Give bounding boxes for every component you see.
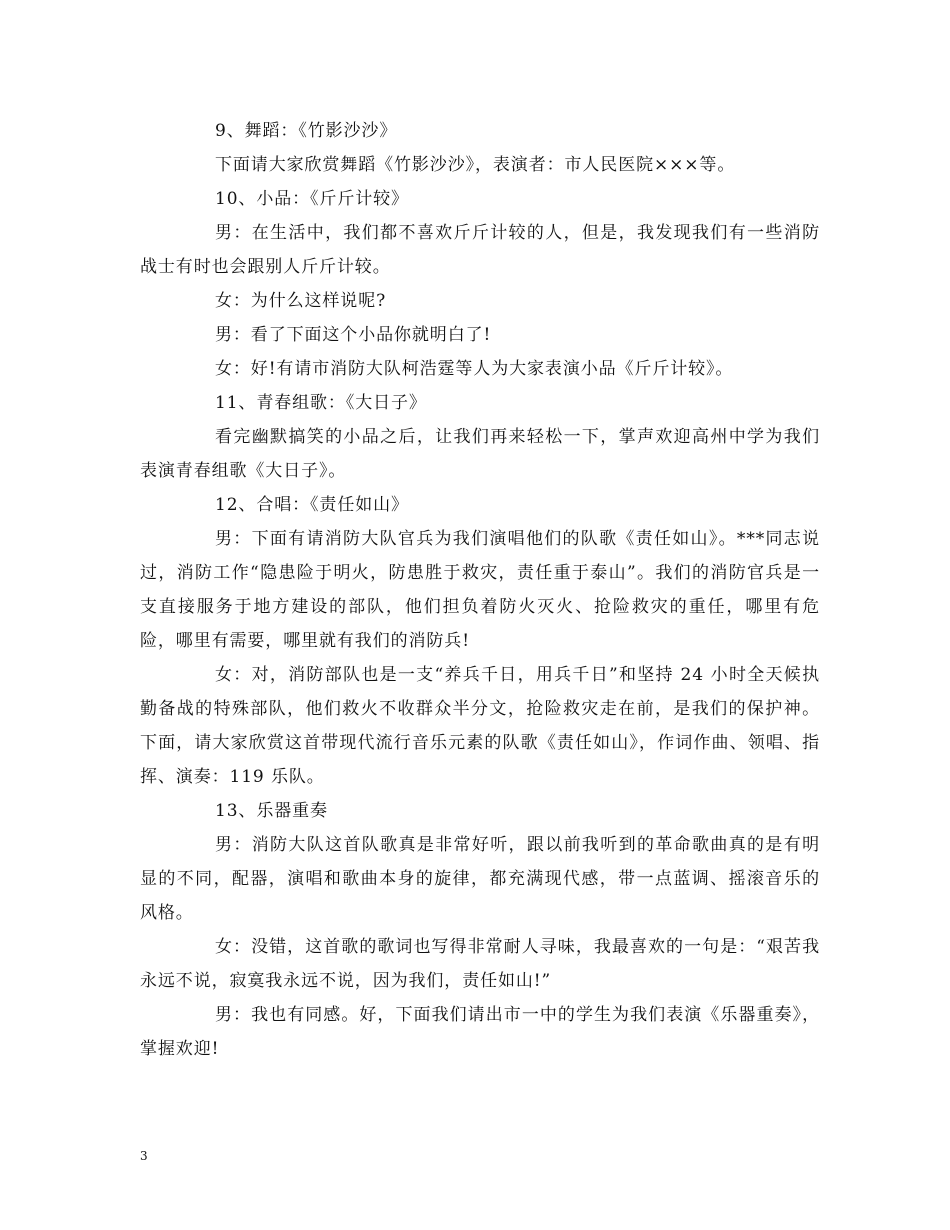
paragraph: 女：好!有请市消防大队柯浩霆等人为大家表演小品《斤斤计较》。: [215, 359, 734, 379]
paragraph: 男：我也有同感。好，下面我们请出市一中的学生为我们表演《乐器重奏》，掌握欢迎!: [140, 1005, 820, 1059]
paragraph: 女：没错，这首歌的歌词也写得非常耐人寻味，我最喜欢的一句是：“艰苦我永远不说，寂寞我永远不说，因为我们，责任如山!”: [140, 937, 820, 991]
paragraph: 男：下面有请消防大队官兵为我们演唱他们的队歌《责任如山》。***同志说过，消防工作“隐患险于明火，防患胜于救灾，责任重于泰山”。我们的消防官兵是一支直接服务于地方建设的部队，他们担负着防火灭火、抢险救灾的重任，哪里有危险，哪里有需要，哪里就有我们的消防兵!: [140, 529, 820, 651]
paragraph: 下面请大家欣赏舞蹈《竹影沙沙》，表演者：市人民医院×××等。: [215, 155, 736, 175]
program-heading-skit: 10、小品：《斤斤计较》: [215, 189, 409, 209]
paragraph: 男：看了下面这个小品你就明白了!: [215, 325, 492, 345]
program-heading-youth-songs: 11、青春组歌：《大日子》: [215, 393, 427, 413]
paragraph: 女：对，消防部队也是一支“养兵千日，用兵千日”和坚持 24 小时全天候执勤备战的特殊部队，他们救火不收群众半分文，抢险救灾走在前，是我们的保护神。下面，请大家欣赏这首带现代流行音乐元素的队歌《责任如山》，作词作曲、领唱、指挥、演奏：119 乐队。: [140, 665, 820, 787]
paragraph: 女：为什么这样说呢?: [215, 291, 387, 311]
document-body: [140, 114, 820, 1066]
program-heading-chorus: 12、合唱：《责任如山》: [215, 495, 409, 515]
paragraph: 男：在生活中，我们都不喜欢斤斤计较的人，但是，我发现我们有一些消防战士有时也会跟别人斤斤计较。: [140, 223, 820, 277]
program-heading-ensemble: 13、乐器重奏: [215, 801, 328, 821]
paragraph: 男：消防大队这首队歌真是非常好听，跟以前我听到的革命歌曲真的是有明显的不同，配器，演唱和歌曲本身的旋律，都充满现代感，带一点蓝调、摇滚音乐的风格。: [140, 835, 820, 923]
page-number: 3: [140, 1149, 148, 1163]
paragraph: 看完幽默搞笑的小品之后，让我们再来轻松一下，掌声欢迎高州中学为我们表演青春组歌《大日子》。: [140, 427, 820, 481]
program-heading-dance: 9、舞蹈：《竹影沙沙》: [215, 121, 398, 141]
